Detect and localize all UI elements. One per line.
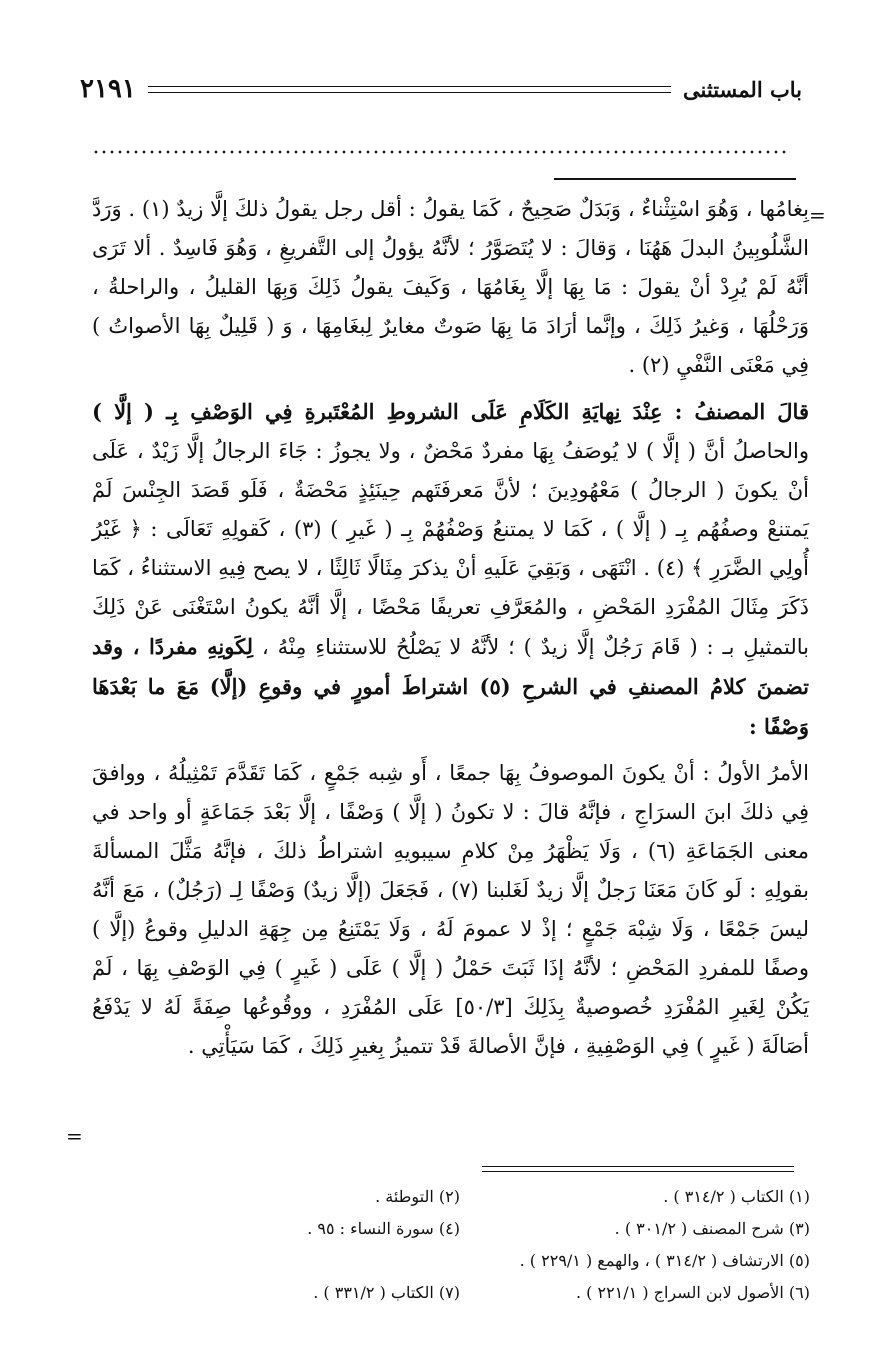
text-line: مَعَ أنَّهُ ليسَ جَمْعًا ، وَلَا شِبْهَ جَمْعٍ ؛ إذْ لا عمومَ لَهُ ، وَلَا يَمْتَنِعُ مِن جِهَةِ الدليلِ وقوعُ	[92, 878, 809, 941]
footnotes	[110, 1180, 810, 1308]
chapter-title: باب المستثنى	[683, 76, 802, 102]
text-line: اسْتَغْنَى عَنْ ذَلِكَ بالتمثيلِ بـ : ( قَامَ رَجُلٌ إلَّا زيدٌ ) ؛ لأنَّهُ لا يَصْلُحُ للاستثناءِ مِنْهُ ،	[92, 595, 809, 659]
footnote-row	[110, 1244, 810, 1276]
page-number: ٢١٩١	[80, 74, 136, 104]
footnote-row	[110, 1212, 810, 1244]
text-line: لَمْ يَكُنْ لِغَيرِ المُفْرَدِ خُصوصيةٌ بِذَلِكَ [٥٠/٣] عَلَى المُفْرَدِ ، ووقُوعُها صِفَةً لَهُ لا يَدْفَعُ	[92, 956, 809, 1019]
text-line: والراحلةُ ، وَرَحْلُهَا ، وَغيرُ ذَلِكَ ، وإنَّما أرَادَ مَا بِهَا صَوتٌ مغايرٌ لِبغَامِهَا ، وَ ( قَلِيلٌ بِهَا	[92, 275, 809, 338]
footnote-row	[110, 1276, 810, 1308]
text-line: بِغامُها ، وَهُوَ اسْتِثْناءٌ ، وَبَدَلٌ صَحِيحٌ ، كَمَا يقولُ : أقل رجل يقولُ ذلكَ إلَّا زيدٌ (١) .	[128, 197, 809, 221]
text-line: قالَ المصنفُ : عِنْدَ نِهايَةِ الكَلَامِ عَلَى الشروطِ المُعْتَبرةِ فِي الوَصْفِ بِـ ( إلَّا )	[92, 399, 809, 424]
text-line: الأمرُ الأولُ : أنْ يكونَ الموصوفُ بِهَا جمعًا ، أَو شِبه جَمْعٍ ، كَمَا تَقَدَّمَ تَمْثِيلُهُ ،	[153, 761, 809, 785]
text-line: والحاصلُ أنَّ ( إلَّا ) لا يُوصَفُ بِهَا مفردٌ مَحْضٌ ، ولا يجوزُ : جَاءَ الرجالُ إلَّا زَيْدٌ ،	[136, 439, 809, 463]
text-line: (إلَّا ) وصفًا للمفردِ المَحْضِ ؛ لأنَّهُ إذَا ثَبَتَ حَمْلُ ( إلَّا ) عَلَى ( غَيرٍ ) فِي الوَصْفِ بِهَا ،	[92, 917, 809, 980]
paragraph	[92, 190, 809, 385]
text-line: لَمْ يَمتنعْ وصفُهُم بِـ ( إلَّا ) ، كَمَا لا يمتنعُ وَصْفُهُمْ بِـ ( غَيرِ ) (٣) ، كَقولِهِ تَعَالَى :	[92, 478, 809, 541]
text-line: تَرَى أنَّهُ لَمْ يُرِدْ أنْ يقولَ : مَا بِهَا إلَّا بِغَامُهَا ، وَكَيفَ يقولُ ذَلِكَ وَبِهَا القليلُ ،	[92, 236, 809, 299]
footnote: (١) الكتاب ( ٣١٤/٢ ) .	[663, 1186, 810, 1206]
footnote: (٤) سورة النساء : ٩٥ .	[307, 1218, 460, 1238]
text-line: المسألةَ بقولِهِ : لَو كَانَ مَعَنَا رَجلٌ إلَّا زيدٌ لَغَلبنا (٧) ، فَجَعَلَ (إلَّا زيدٌ) وَصْفًا لِـ (رَجُلٌ) ،	[92, 839, 809, 902]
text-line: عَلَى أنْ يكونَ ( الرجالُ ) مَعْهُودِينَ ؛ لأنَّ مَعرفَتَهم حِينَئِذٍ مَحْضَةٌ ، فَلَو قَصَدَ الجِنْسَ	[92, 439, 809, 502]
footnote: (٧) الكتاب ( ٣٣١/٢ ) .	[313, 1282, 460, 1302]
continuation-mark-start: =	[809, 203, 826, 227]
dotted-separator	[92, 150, 790, 154]
page-header	[80, 72, 802, 106]
footnote: (٢) التوطئة .	[375, 1186, 460, 1206]
footnote-row	[110, 1180, 810, 1212]
text-line: لِكَونِهِ مفردًا ، وقد تضمنَ كلامُ المصنفِ في الشرحِ (٥) اشتراطَ أمورٍ في وقوعِ (إلَّا)	[92, 634, 809, 699]
text-line: الأصواتُ ) فِي مَعْنَى النَّفْيِ (٢) .	[92, 314, 809, 377]
header-rule	[148, 86, 671, 93]
text-line: مَعَ ما بَعْدَهَا وَصْفًا :	[92, 674, 809, 739]
section-rule	[554, 178, 796, 180]
text-line: الاستثناءُ ، كَمَا ذَكَرَ مِثَالَ المُفْرَدِ المَحْضِ ، والمُعَرَّفِ تعريفًا مَحْضًا ، إلَّا أنَّهُ يكونُ	[92, 556, 809, 619]
footnote: (٦) الأصول لابن السراج ( ٢٢١/١ ) .	[575, 1282, 810, 1302]
text-line: ﴿ غَيْرُ أُولِي الضَّرَرِ ﴾ (٤) . انْتَهَى ، وَبَقِيَ عَلَيهِ أنْ يذكرَ مِثَالًا ثَالِثًا ، لا يصح فِيهِ	[92, 517, 809, 580]
paragraph	[92, 392, 809, 747]
text-line: وَرَدَّ الشَّلُوبِينُ البدلَ هَهُنَا ، وَقالَ : لا يُتَصَوَّرُ ؛ لأنَّهُ يؤولُ إلى التَّفريغِ ، وَهُوَ فَاسِدٌ . ألا	[92, 197, 809, 260]
footnote-rule	[482, 1166, 794, 1172]
text-line: أو واحد في معنى الجَمَاعَةِ (٦) ، وَلَا يَظْهَرُ مِنْ كلامِ سيبويهِ اشتراطُ ذلكَ ، فإنَّهُ مَثَّلَ	[92, 800, 809, 863]
footnote: (٥) الارتشاف ( ٣١٤/٢ ) ، والهمع ( ٢٢٩/١ ) .	[519, 1250, 810, 1270]
footnote: (٣) شرح المصنف ( ٣٠١/٢ ) .	[614, 1218, 810, 1238]
main-text	[92, 190, 809, 1066]
text-line: أصَالَةَ ( غَيرٍ ) فِي الوَصْفِيةِ ، فإنَّ الأصالةَ قَدْ تتميزُ بِغيرِ ذَلِكَ ، كَمَا سَيَأْتِي .	[187, 1034, 809, 1058]
text-line: ووافقَ فِي ذلكَ ابنَ السرَاجِ ، فإنَّهُ قالَ : لا تكونُ ( إلَّا ) وَصْفًا ، إلَّا بَعْدَ جَمَاعَةٍ	[92, 761, 809, 824]
continuation-mark-end: =	[66, 1124, 83, 1148]
paragraph	[92, 754, 809, 1066]
